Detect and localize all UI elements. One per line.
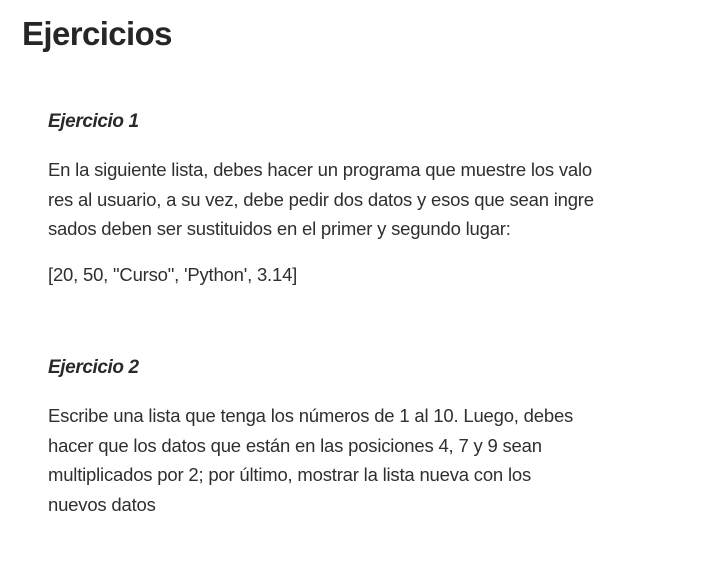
exercise-1-line-2: res al usuario, a su vez, debe pedir dos datos y esos que sean ingre <box>48 188 594 210</box>
exercise-2-line-4: nuevos datos <box>48 493 156 515</box>
exercise-2-line-3: multiplicados por 2; por último, mostrar la lista nueva con los <box>48 464 532 485</box>
page-title: Ejercicios <box>22 15 172 52</box>
exercise-1-heading: Ejercicio 1 <box>48 111 139 132</box>
exercise-2-description <box>48 401 688 519</box>
exercise-1-description <box>48 155 688 244</box>
exercise-1-line-3: sados deben ser sustituidos en el primer y segundo lugar: <box>48 218 511 239</box>
exercise-2-line-1: Escribe una lista que tenga los números de 1 al 10. Luego, debes <box>48 405 574 426</box>
exercise-1-line-1: En la siguiente lista, debes hacer un programa que muestre los valo <box>48 159 592 180</box>
exercise-2-heading: Ejercicio 2 <box>48 357 139 378</box>
exercise-1-list-example: [20, 50, "Curso", 'Python', 3.14] <box>48 264 298 285</box>
exercise-2-line-2: hacer que los datos que están en las posiciones 4, 7 y 9 sean <box>48 434 542 456</box>
